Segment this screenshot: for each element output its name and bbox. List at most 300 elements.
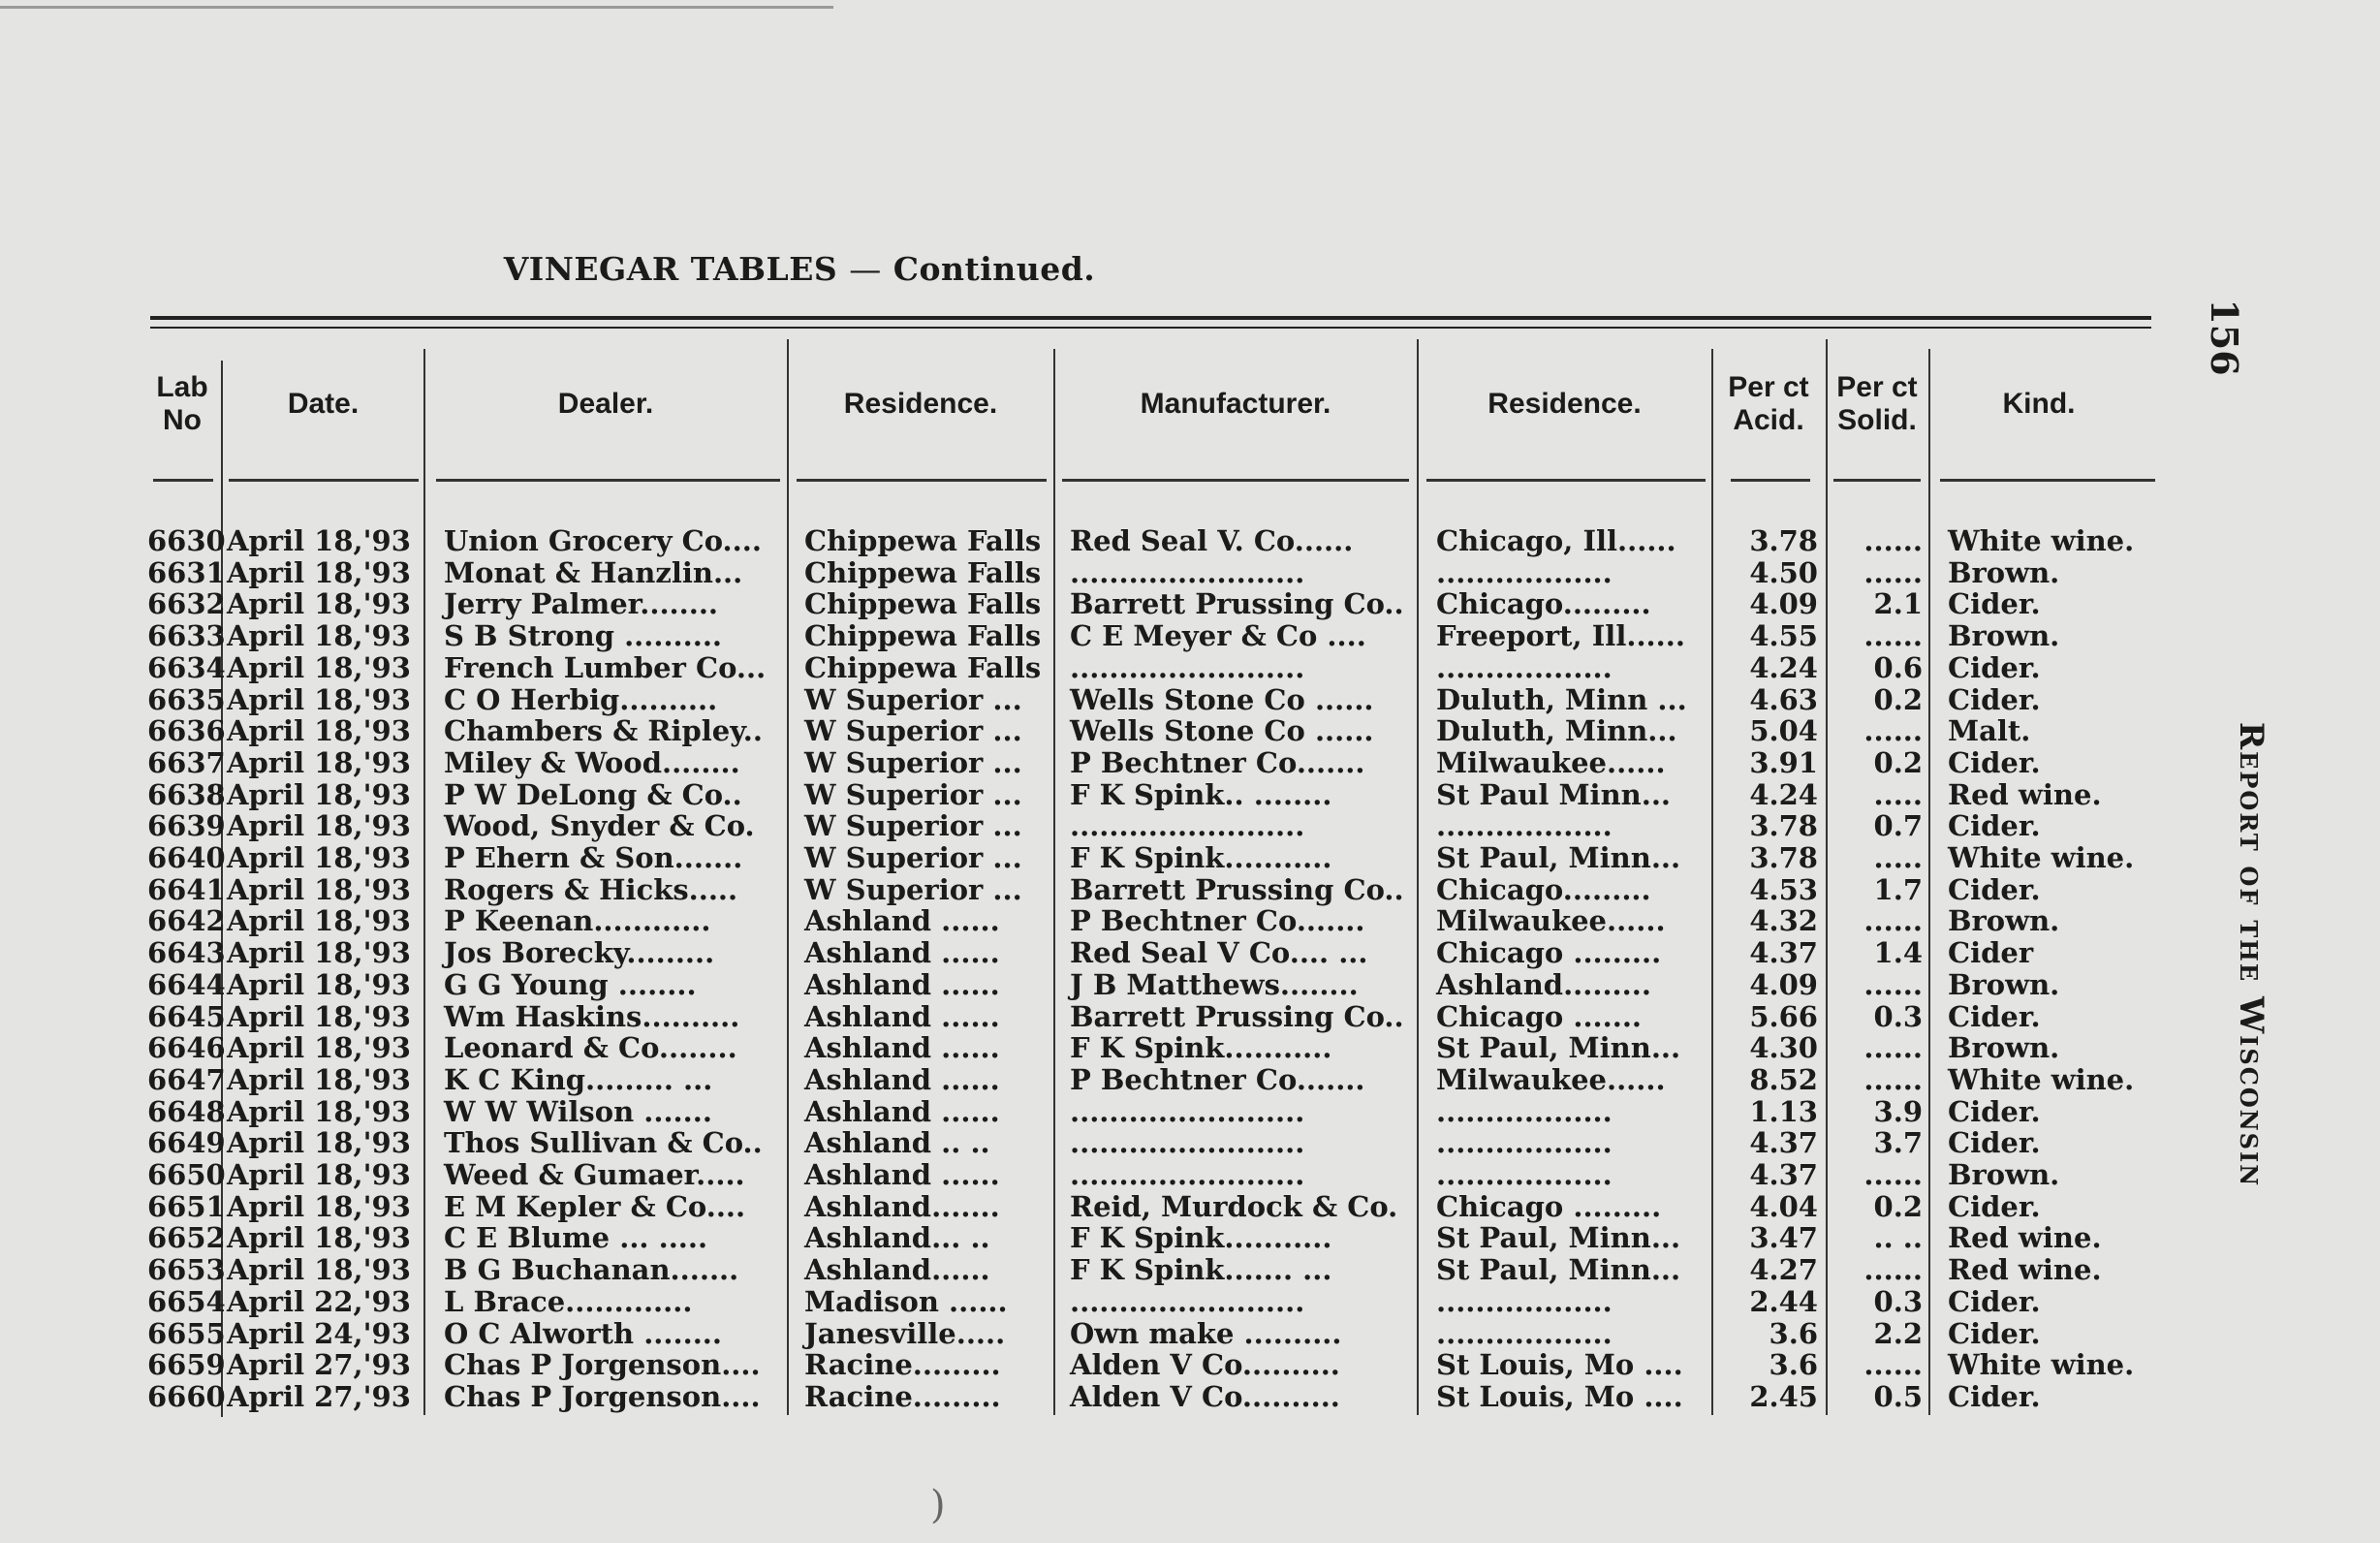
cell-kind: Cider. bbox=[1948, 650, 2041, 684]
cell-percent-acid: 4.53 bbox=[1749, 872, 1818, 906]
table-row bbox=[0, 1127, 2171, 1158]
cell-percent-acid: 5.66 bbox=[1749, 999, 1818, 1033]
cell-manufacturer: J B Matthews........ bbox=[1070, 967, 1359, 1001]
cell-date: April 18,'93 bbox=[227, 967, 411, 1001]
cell-dealer: Rogers & Hicks..... bbox=[444, 872, 738, 906]
cell-dealer-residence: Ashland ...... bbox=[804, 967, 1000, 1001]
cell-percent-solid: ...... bbox=[1863, 1158, 1923, 1191]
cell-dealer-residence: Racine......... bbox=[804, 1379, 1001, 1413]
cell-percent-solid: 3.9 bbox=[1873, 1094, 1923, 1128]
top-edge-rule bbox=[0, 6, 833, 9]
cell-dealer: E M Kepler & Co.... bbox=[444, 1189, 746, 1223]
cell-manufacturer-residence: .................. bbox=[1436, 809, 1613, 843]
cell-manufacturer: F K Spink.. ........ bbox=[1070, 777, 1332, 811]
table-row bbox=[0, 1286, 2171, 1317]
cell-percent-solid: 0.3 bbox=[1873, 1284, 1923, 1318]
cell-percent-acid: 4.30 bbox=[1749, 1031, 1818, 1065]
cell-dealer-residence: Racine......... bbox=[804, 1348, 1001, 1382]
cell-manufacturer-residence: .................. bbox=[1436, 1316, 1613, 1350]
table-row bbox=[0, 1318, 2171, 1349]
cell-dealer-residence: Chippewa Falls bbox=[804, 587, 1042, 621]
cell-date: April 18,'93 bbox=[227, 841, 411, 874]
cell-manufacturer: Red Seal V. Co...... bbox=[1070, 524, 1354, 557]
cell-percent-solid: 1.4 bbox=[1873, 936, 1923, 970]
table-row bbox=[0, 905, 2171, 936]
table-row bbox=[0, 1001, 2171, 1032]
cell-manufacturer: ........................ bbox=[1070, 650, 1305, 684]
cell-percent-solid: ...... bbox=[1863, 619, 1923, 653]
cell-lab-no: 6651 bbox=[147, 1189, 226, 1223]
cell-date: April 18,'93 bbox=[227, 1031, 411, 1065]
cell-date: April 18,'93 bbox=[227, 555, 411, 589]
cell-percent-solid: 0.5 bbox=[1873, 1379, 1923, 1413]
cell-date: April 18,'93 bbox=[227, 587, 411, 621]
cell-manufacturer-residence: .................. bbox=[1436, 1126, 1613, 1160]
cell-percent-solid: .. .. bbox=[1873, 1221, 1923, 1255]
cell-dealer-residence: Chippewa Falls bbox=[804, 650, 1042, 684]
cell-kind: White wine. bbox=[1948, 1348, 2135, 1382]
cell-lab-no: 6631 bbox=[147, 555, 226, 589]
cell-manufacturer-residence: St Louis, Mo .... bbox=[1436, 1348, 1683, 1382]
cell-dealer: Jerry Palmer........ bbox=[444, 587, 719, 621]
cell-kind: Cider. bbox=[1948, 1126, 2041, 1160]
cell-manufacturer: P Bechtner Co....... bbox=[1070, 904, 1365, 938]
cell-percent-solid: ...... bbox=[1863, 1062, 1923, 1096]
cell-manufacturer-residence: .................. bbox=[1436, 1158, 1613, 1191]
cell-manufacturer: Wells Stone Co ...... bbox=[1070, 714, 1374, 748]
cell-lab-no: 6645 bbox=[147, 999, 226, 1033]
page-title bbox=[0, 250, 1599, 288]
cell-lab-no: 6634 bbox=[147, 650, 226, 684]
cell-dealer-residence: Ashland ...... bbox=[804, 999, 1000, 1033]
cell-manufacturer: ........................ bbox=[1070, 1284, 1305, 1318]
cell-dealer: C E Blume ... ..... bbox=[444, 1221, 708, 1255]
cell-kind: Cider. bbox=[1948, 809, 2041, 843]
table-row bbox=[0, 842, 2171, 873]
cell-percent-solid: 1.7 bbox=[1873, 872, 1923, 906]
cell-manufacturer: F K Spink........... bbox=[1070, 1031, 1332, 1065]
cell-dealer-residence: W Superior ... bbox=[804, 841, 1022, 874]
cell-lab-no: 6653 bbox=[147, 1253, 226, 1287]
cell-date: April 27,'93 bbox=[227, 1379, 411, 1413]
cell-date: April 18,'93 bbox=[227, 1158, 411, 1191]
cell-date: April 18,'93 bbox=[227, 524, 411, 557]
cell-kind: Cider. bbox=[1948, 1094, 2041, 1128]
cell-manufacturer-residence: Chicago, Ill...... bbox=[1436, 524, 1676, 557]
cell-lab-no: 6635 bbox=[147, 682, 226, 716]
cell-date: April 18,'93 bbox=[227, 936, 411, 970]
cell-percent-acid: 3.78 bbox=[1749, 841, 1818, 874]
cell-date: April 18,'93 bbox=[227, 619, 411, 653]
cell-date: April 18,'93 bbox=[227, 745, 411, 779]
cell-date: April 18,'93 bbox=[227, 999, 411, 1033]
cell-dealer-residence: Chippewa Falls bbox=[804, 619, 1042, 653]
cell-manufacturer: Wells Stone Co ...... bbox=[1070, 682, 1374, 716]
title-main: VINEGAR TABLES bbox=[503, 250, 838, 288]
cell-kind: White wine. bbox=[1948, 841, 2135, 874]
cell-percent-acid: 3.6 bbox=[1769, 1316, 1818, 1350]
cell-dealer: Monat & Hanzlin... bbox=[444, 555, 743, 589]
cell-manufacturer-residence: .................. bbox=[1436, 1284, 1613, 1318]
header-underline bbox=[1426, 479, 1706, 482]
cell-kind: Cider. bbox=[1948, 1379, 2041, 1413]
cell-dealer-residence: Ashland... .. bbox=[804, 1221, 990, 1255]
cell-kind: Brown. bbox=[1948, 1031, 2060, 1065]
header-underline bbox=[229, 479, 419, 482]
cell-manufacturer-residence: St Paul, Minn... bbox=[1436, 1031, 1681, 1065]
cell-dealer: Jos Borecky......... bbox=[444, 936, 715, 970]
running-head: Report of the Wisconsin bbox=[2232, 721, 2270, 1188]
cell-percent-solid: 0.7 bbox=[1873, 809, 1923, 843]
cell-manufacturer-residence: St Louis, Mo .... bbox=[1436, 1379, 1683, 1413]
cell-dealer: B G Buchanan....... bbox=[444, 1253, 739, 1287]
cell-manufacturer-residence: St Paul, Minn... bbox=[1436, 1253, 1681, 1287]
cell-manufacturer-residence: Chicago ......... bbox=[1436, 1189, 1662, 1223]
header-underline bbox=[797, 479, 1047, 482]
cell-date: April 18,'93 bbox=[227, 1189, 411, 1223]
cell-kind: Brown. bbox=[1948, 619, 2060, 653]
cell-percent-acid: 3.78 bbox=[1749, 524, 1818, 557]
cell-dealer-residence: Ashland ...... bbox=[804, 904, 1000, 938]
cell-manufacturer-residence: Milwaukee...... bbox=[1436, 1062, 1666, 1096]
cell-dealer: Chas P Jorgenson.... bbox=[444, 1379, 761, 1413]
table-row bbox=[0, 1032, 2171, 1063]
header-dealer: Dealer. bbox=[557, 388, 654, 420]
cell-manufacturer: ........................ bbox=[1070, 809, 1305, 843]
cell-percent-solid: ...... bbox=[1863, 904, 1923, 938]
cell-manufacturer: ........................ bbox=[1070, 1158, 1305, 1191]
cell-date: April 27,'93 bbox=[227, 1348, 411, 1382]
cell-manufacturer: Alden V Co.......... bbox=[1070, 1348, 1340, 1382]
cell-percent-solid: ...... bbox=[1863, 1031, 1923, 1065]
table-row bbox=[0, 747, 2171, 778]
cell-dealer-residence: W Superior ... bbox=[804, 809, 1022, 843]
cell-manufacturer-residence: .................. bbox=[1436, 650, 1613, 684]
cell-kind: White wine. bbox=[1948, 1062, 2135, 1096]
cell-manufacturer-residence: .................. bbox=[1436, 1094, 1613, 1128]
cell-manufacturer-residence: Duluth, Minn... bbox=[1436, 714, 1677, 748]
cell-kind: Cider. bbox=[1948, 587, 2041, 621]
cell-dealer: P W DeLong & Co.. bbox=[444, 777, 742, 811]
cell-kind: Brown. bbox=[1948, 904, 2060, 938]
cell-dealer-residence: Ashland .. .. bbox=[804, 1126, 990, 1160]
cell-percent-solid: ...... bbox=[1863, 555, 1923, 589]
cell-percent-solid: ...... bbox=[1863, 967, 1923, 1001]
cell-lab-no: 6649 bbox=[147, 1126, 226, 1160]
title-continued: Continued. bbox=[892, 250, 1096, 288]
cell-kind: Cider bbox=[1948, 936, 2034, 970]
table-row bbox=[0, 1254, 2171, 1285]
cell-manufacturer: Barrett Prussing Co.. bbox=[1070, 872, 1404, 906]
table-row bbox=[0, 684, 2171, 715]
cell-date: April 18,'93 bbox=[227, 682, 411, 716]
table-row bbox=[0, 588, 2171, 619]
header-manufacturer: Manufacturer. bbox=[1140, 388, 1331, 420]
cell-dealer: Leonard & Co........ bbox=[444, 1031, 737, 1065]
cell-manufacturer: Own make .......... bbox=[1070, 1316, 1342, 1350]
cell-percent-acid: 4.32 bbox=[1749, 904, 1818, 938]
cell-kind: Brown. bbox=[1948, 967, 2060, 1001]
cell-date: April 22,'93 bbox=[227, 1284, 411, 1318]
cell-dealer: L Brace............. bbox=[444, 1284, 693, 1318]
header-underline bbox=[436, 479, 780, 482]
cell-date: April 18,'93 bbox=[227, 714, 411, 748]
cell-lab-no: 6642 bbox=[147, 904, 226, 938]
cell-lab-no: 6643 bbox=[147, 936, 226, 970]
cell-manufacturer: F K Spink....... ... bbox=[1070, 1253, 1332, 1287]
header-kind: Kind. bbox=[2002, 388, 2076, 420]
cell-manufacturer-residence: Milwaukee...... bbox=[1436, 745, 1666, 779]
table-row bbox=[0, 620, 2171, 651]
table-row bbox=[0, 1191, 2171, 1222]
cell-dealer: W W Wilson ....... bbox=[444, 1094, 712, 1128]
table-row bbox=[0, 779, 2171, 810]
table-row bbox=[0, 525, 2171, 556]
cell-percent-solid: 0.6 bbox=[1873, 650, 1923, 684]
table-row bbox=[0, 652, 2171, 683]
cell-lab-no: 6637 bbox=[147, 745, 226, 779]
cell-percent-acid: 4.55 bbox=[1749, 619, 1818, 653]
cell-lab-no: 6660 bbox=[147, 1379, 226, 1413]
table-row bbox=[0, 1349, 2171, 1380]
cell-lab-no: 6630 bbox=[147, 524, 226, 557]
cell-date: April 18,'93 bbox=[227, 1253, 411, 1287]
cell-lab-no: 6636 bbox=[147, 714, 226, 748]
cell-dealer: S B Strong .......... bbox=[444, 619, 723, 653]
cell-percent-acid: 8.52 bbox=[1749, 1062, 1818, 1096]
cell-dealer: Wm Haskins.......... bbox=[444, 999, 740, 1033]
cell-manufacturer: C E Meyer & Co .... bbox=[1070, 619, 1366, 653]
table-row bbox=[0, 1064, 2171, 1095]
cell-dealer: K C King......... ... bbox=[444, 1062, 713, 1096]
header-underline bbox=[1731, 479, 1810, 482]
cell-date: April 18,'93 bbox=[227, 872, 411, 906]
table-row bbox=[0, 969, 2171, 1000]
cell-percent-solid: 0.2 bbox=[1873, 745, 1923, 779]
cell-dealer: Chambers & Ripley.. bbox=[444, 714, 763, 748]
header-underline bbox=[1833, 479, 1921, 482]
cell-kind: White wine. bbox=[1948, 524, 2135, 557]
cell-percent-acid: 2.45 bbox=[1749, 1379, 1818, 1413]
cell-percent-acid: 4.63 bbox=[1749, 682, 1818, 716]
table-row bbox=[0, 557, 2171, 588]
header-underline bbox=[153, 479, 213, 482]
table-top-rule-thin bbox=[150, 327, 2151, 329]
table-row bbox=[0, 715, 2171, 746]
cell-dealer: P Keenan............ bbox=[444, 904, 711, 938]
table-row bbox=[0, 1222, 2171, 1253]
header-date: Date. bbox=[287, 388, 360, 420]
cell-percent-acid: 4.37 bbox=[1749, 1126, 1818, 1160]
cell-manufacturer: Alden V Co.......... bbox=[1070, 1379, 1340, 1413]
cell-percent-solid: 0.3 bbox=[1873, 999, 1923, 1033]
cell-manufacturer-residence: Duluth, Minn ... bbox=[1436, 682, 1687, 716]
cell-date: April 18,'93 bbox=[227, 650, 411, 684]
cell-dealer: G G Young ........ bbox=[444, 967, 697, 1001]
cell-date: April 18,'93 bbox=[227, 904, 411, 938]
cell-manufacturer-residence: Freeport, Ill...... bbox=[1436, 619, 1685, 653]
cell-manufacturer-residence: Chicago......... bbox=[1436, 872, 1651, 906]
cell-manufacturer: ........................ bbox=[1070, 1094, 1305, 1128]
cell-lab-no: 6650 bbox=[147, 1158, 226, 1191]
cell-manufacturer: Barrett Prussing Co.. bbox=[1070, 587, 1404, 621]
cell-lab-no: 6644 bbox=[147, 967, 226, 1001]
cell-percent-acid: 4.04 bbox=[1749, 1189, 1818, 1223]
cell-percent-acid: 3.6 bbox=[1769, 1348, 1818, 1382]
cell-percent-solid: ...... bbox=[1863, 1253, 1923, 1287]
cell-kind: Cider. bbox=[1948, 999, 2041, 1033]
cell-date: April 18,'93 bbox=[227, 1126, 411, 1160]
cell-manufacturer-residence: St Paul, Minn... bbox=[1436, 1221, 1681, 1255]
cell-kind: Red wine. bbox=[1948, 1221, 2102, 1255]
cell-lab-no: 6647 bbox=[147, 1062, 226, 1096]
cell-dealer-residence: W Superior ... bbox=[804, 682, 1022, 716]
cell-percent-solid: ..... bbox=[1873, 841, 1923, 874]
cell-lab-no: 6646 bbox=[147, 1031, 226, 1065]
cell-dealer: Miley & Wood........ bbox=[444, 745, 740, 779]
table-row bbox=[0, 810, 2171, 841]
header-dealer-residence: Residence. bbox=[843, 388, 998, 420]
cell-kind: Red wine. bbox=[1948, 777, 2102, 811]
table-row bbox=[0, 874, 2171, 905]
cell-dealer: Wood, Snyder & Co. bbox=[444, 809, 755, 843]
cell-manufacturer: ........................ bbox=[1070, 555, 1305, 589]
cell-manufacturer: F K Spink........... bbox=[1070, 841, 1332, 874]
cell-dealer: Weed & Gumaer..... bbox=[444, 1158, 745, 1191]
table-top-rule bbox=[150, 316, 2151, 320]
cell-kind: Cider. bbox=[1948, 1189, 2041, 1223]
cell-dealer-residence: Ashland ...... bbox=[804, 1031, 1000, 1065]
header-underline bbox=[1062, 479, 1409, 482]
cell-dealer-residence: Ashland....... bbox=[804, 1189, 1000, 1223]
cell-percent-acid: 4.50 bbox=[1749, 555, 1818, 589]
cell-dealer: French Lumber Co... bbox=[444, 650, 767, 684]
table-row bbox=[0, 1096, 2171, 1127]
cell-percent-acid: 4.37 bbox=[1749, 936, 1818, 970]
cell-dealer-residence: Chippewa Falls bbox=[804, 555, 1042, 589]
cell-percent-acid: 4.37 bbox=[1749, 1158, 1818, 1191]
cell-manufacturer: Barrett Prussing Co.. bbox=[1070, 999, 1404, 1033]
cell-percent-solid: 0.2 bbox=[1873, 682, 1923, 716]
cell-lab-no: 6633 bbox=[147, 619, 226, 653]
cell-percent-acid: 3.78 bbox=[1749, 809, 1818, 843]
cell-date: April 18,'93 bbox=[227, 1062, 411, 1096]
cell-lab-no: 6648 bbox=[147, 1094, 226, 1128]
cell-manufacturer-residence: .................. bbox=[1436, 555, 1613, 589]
cell-dealer: P Ehern & Son....... bbox=[444, 841, 743, 874]
cell-dealer-residence: Madison ...... bbox=[804, 1284, 1008, 1318]
cell-manufacturer: P Bechtner Co....... bbox=[1070, 1062, 1365, 1096]
cell-percent-acid: 2.44 bbox=[1749, 1284, 1818, 1318]
cell-dealer-residence: W Superior ... bbox=[804, 777, 1022, 811]
cell-dealer-residence: Ashland...... bbox=[804, 1253, 990, 1287]
cell-manufacturer-residence: St Paul Minn... bbox=[1436, 777, 1672, 811]
cell-lab-no: 6640 bbox=[147, 841, 226, 874]
table-row bbox=[0, 937, 2171, 968]
cell-dealer-residence: Janesville..... bbox=[804, 1316, 1006, 1350]
cell-date: April 18,'93 bbox=[227, 1094, 411, 1128]
stray-mark: ) bbox=[930, 1483, 946, 1527]
cell-manufacturer-residence: Milwaukee...... bbox=[1436, 904, 1666, 938]
cell-dealer: Union Grocery Co.... bbox=[444, 524, 762, 557]
table-row bbox=[0, 1381, 2171, 1412]
cell-lab-no: 6655 bbox=[147, 1316, 226, 1350]
cell-kind: Brown. bbox=[1948, 555, 2060, 589]
cell-manufacturer-residence: Chicago ......... bbox=[1436, 936, 1662, 970]
header-percent-solid: Per ct Solid. bbox=[1836, 371, 1918, 436]
cell-date: April 24,'93 bbox=[227, 1316, 411, 1350]
page-number: 156 bbox=[2203, 299, 2246, 376]
cell-manufacturer: F K Spink........... bbox=[1070, 1221, 1332, 1255]
cell-percent-solid: 3.7 bbox=[1873, 1126, 1923, 1160]
header-underline bbox=[1940, 479, 2155, 482]
cell-percent-solid: 2.1 bbox=[1873, 587, 1923, 621]
cell-kind: Malt. bbox=[1948, 714, 2031, 748]
cell-dealer: C O Herbig.......... bbox=[444, 682, 718, 716]
cell-lab-no: 6638 bbox=[147, 777, 226, 811]
cell-percent-acid: 3.91 bbox=[1749, 745, 1818, 779]
cell-lab-no: 6639 bbox=[147, 809, 226, 843]
cell-percent-acid: 5.04 bbox=[1749, 714, 1818, 748]
cell-manufacturer: Red Seal V Co.... ... bbox=[1070, 936, 1368, 970]
cell-dealer: O C Alworth ........ bbox=[444, 1316, 722, 1350]
cell-kind: Cider. bbox=[1948, 872, 2041, 906]
cell-percent-solid: ...... bbox=[1863, 714, 1923, 748]
cell-percent-solid: ..... bbox=[1873, 777, 1923, 811]
header-lab-no: Lab No bbox=[156, 371, 208, 436]
cell-manufacturer-residence: Chicago ....... bbox=[1436, 999, 1643, 1033]
cell-kind: Cider. bbox=[1948, 1316, 2041, 1350]
cell-dealer-residence: Ashland ...... bbox=[804, 1158, 1000, 1191]
cell-dealer-residence: W Superior ... bbox=[804, 714, 1022, 748]
header-manufacturer-residence: Residence. bbox=[1488, 388, 1642, 420]
cell-dealer: Thos Sullivan & Co.. bbox=[444, 1126, 763, 1160]
cell-kind: Cider. bbox=[1948, 745, 2041, 779]
title-dash: — bbox=[849, 250, 882, 288]
cell-manufacturer: ........................ bbox=[1070, 1126, 1305, 1160]
cell-lab-no: 6654 bbox=[147, 1284, 226, 1318]
cell-percent-acid: 4.09 bbox=[1749, 967, 1818, 1001]
cell-manufacturer-residence: St Paul, Minn... bbox=[1436, 841, 1681, 874]
cell-manufacturer: P Bechtner Co....... bbox=[1070, 745, 1365, 779]
cell-lab-no: 6632 bbox=[147, 587, 226, 621]
cell-dealer-residence: Ashland ...... bbox=[804, 1062, 1000, 1096]
cell-dealer-residence: Ashland ...... bbox=[804, 936, 1000, 970]
cell-percent-solid: ...... bbox=[1863, 1348, 1923, 1382]
cell-lab-no: 6652 bbox=[147, 1221, 226, 1255]
cell-manufacturer: Reid, Murdock & Co. bbox=[1070, 1189, 1398, 1223]
cell-percent-solid: 0.2 bbox=[1873, 1189, 1923, 1223]
cell-date: April 18,'93 bbox=[227, 777, 411, 811]
cell-percent-solid: ...... bbox=[1863, 524, 1923, 557]
cell-percent-acid: 4.24 bbox=[1749, 777, 1818, 811]
cell-percent-acid: 4.27 bbox=[1749, 1253, 1818, 1287]
cell-kind: Cider. bbox=[1948, 1284, 2041, 1318]
cell-manufacturer-residence: Ashland......... bbox=[1436, 967, 1651, 1001]
cell-dealer-residence: Ashland ...... bbox=[804, 1094, 1000, 1128]
cell-dealer-residence: W Superior ... bbox=[804, 745, 1022, 779]
cell-lab-no: 6659 bbox=[147, 1348, 226, 1382]
header-percent-acid: Per ct Acid. bbox=[1728, 371, 1809, 436]
table-row bbox=[0, 1159, 2171, 1190]
cell-percent-acid: 4.24 bbox=[1749, 650, 1818, 684]
cell-date: April 18,'93 bbox=[227, 1221, 411, 1255]
cell-dealer-residence: Chippewa Falls bbox=[804, 524, 1042, 557]
cell-kind: Brown. bbox=[1948, 1158, 2060, 1191]
cell-date: April 18,'93 bbox=[227, 809, 411, 843]
cell-dealer-residence: W Superior ... bbox=[804, 872, 1022, 906]
cell-kind: Cider. bbox=[1948, 682, 2041, 716]
